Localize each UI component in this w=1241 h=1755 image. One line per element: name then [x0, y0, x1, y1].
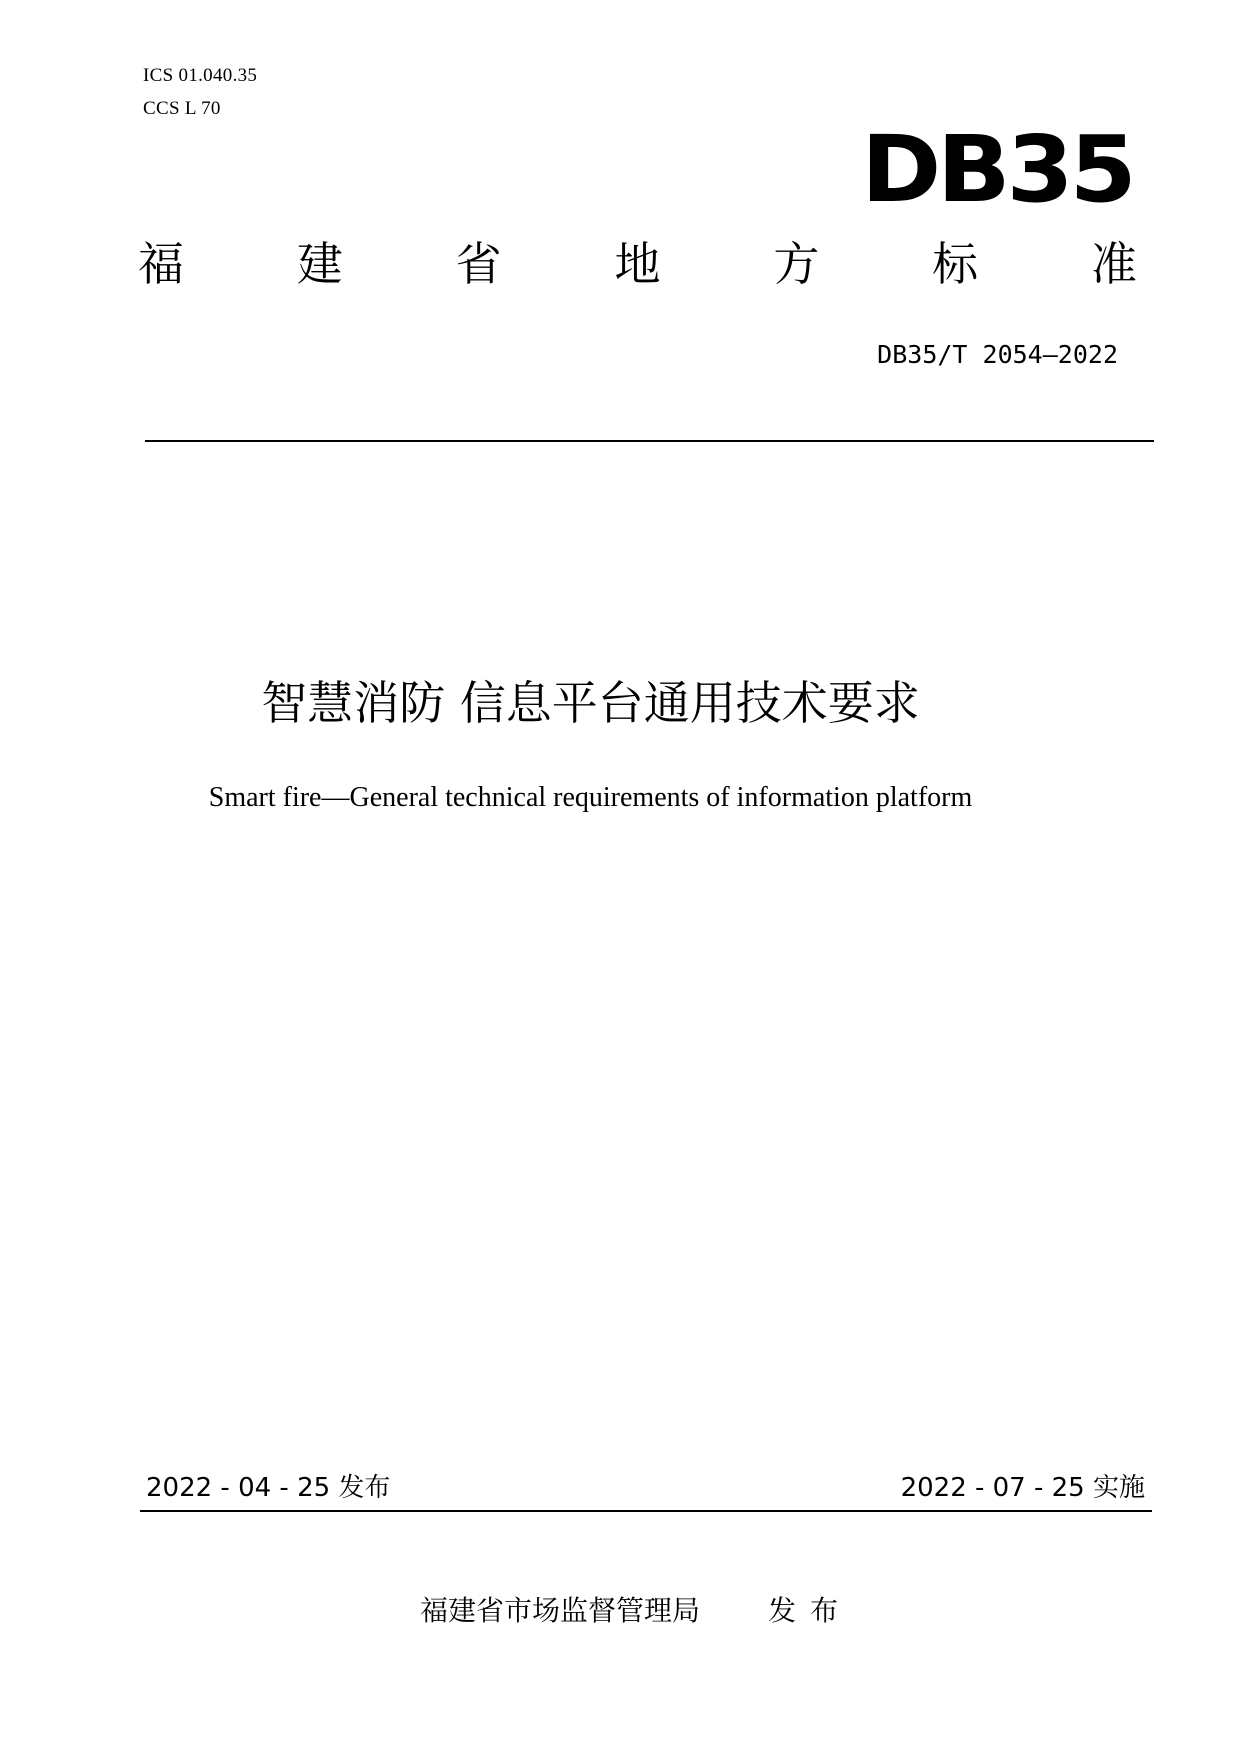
standard-number: DB35/T 2054—2022 [877, 340, 1118, 369]
standard-type-char: 地 [614, 237, 661, 291]
standard-type-char: 省 [455, 237, 502, 291]
issue-label: 发布 [768, 1594, 853, 1627]
top-divider [145, 440, 1154, 442]
ics-code: ICS 01.040.35 [143, 65, 258, 86]
publish-date: 2022 - 04 - 25 发布 [146, 1473, 391, 1503]
standard-type-char: 建 [296, 237, 343, 291]
date-divider [140, 1510, 1152, 1512]
standard-type-char: 准 [1090, 237, 1137, 291]
db35-logo: DB35 [861, 116, 1133, 223]
chinese-title: 智慧消防 信息平台通用技术要求 [261, 676, 920, 730]
issuing-authority: 福建省市场监督管理局 [420, 1594, 701, 1627]
standard-type-title [138, 236, 1137, 292]
ccs-code: CCS L 70 [143, 98, 221, 119]
standard-type-char: 方 [773, 237, 820, 291]
english-title: Smart fire—General technical requirements of information platform [208, 782, 973, 813]
standard-type-char: 福 [138, 237, 184, 291]
implementation-date: 2022 - 07 - 25 实施 [900, 1473, 1145, 1503]
standard-type-char: 标 [932, 237, 979, 291]
